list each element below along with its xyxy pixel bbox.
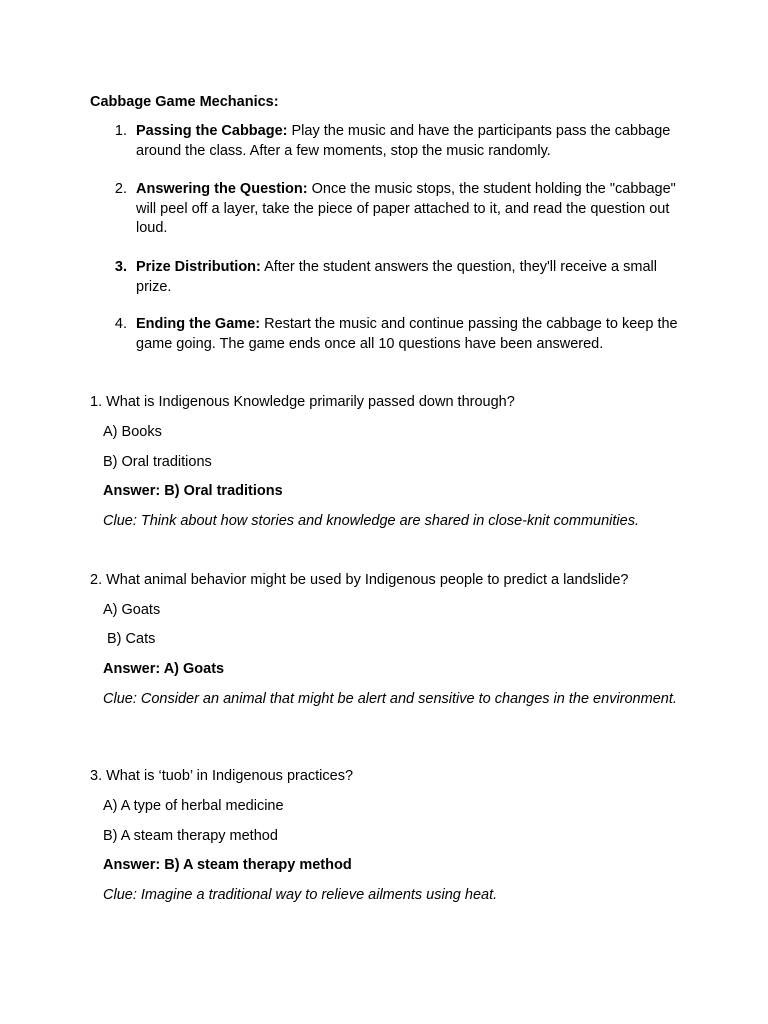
- mechanics-item-body: Once the music stops, the student holding the "cabbage" will peel off a layer, take the piece of paper attached to it, and read the question out loud.: [136, 181, 676, 236]
- option-b: B) A steam therapy method: [103, 828, 278, 844]
- list-number: 1.: [114, 123, 127, 139]
- clue-text: Clue: Consider an animal that might be alert and sensitive to changes in the environment.: [103, 691, 677, 707]
- mechanics-item-text: [136, 180, 682, 239]
- list-number: 4.: [114, 316, 127, 332]
- answer-text: Answer: A) Goats: [103, 661, 225, 677]
- option-a: A) Goats: [103, 602, 161, 618]
- mechanics-item: [90, 258, 682, 297]
- mechanics-item-body: After the student answers the question, they'll receive a small prize.: [136, 259, 657, 295]
- option-b: B) Cats: [107, 631, 156, 647]
- option-a: A) Books: [103, 424, 162, 440]
- list-number: 2.: [114, 181, 127, 197]
- question-text: 3. What is ‘tuob’ in Indigenous practices?: [90, 768, 354, 784]
- mechanics-item-text: [136, 258, 682, 297]
- mechanics-item: [90, 122, 682, 161]
- mechanics-item-body: Restart the music and continue passing the cabbage to keep the game going. The game ends once all 10 questions have been answered.: [136, 316, 678, 352]
- question-text: 1. What is Indigenous Knowledge primarily passed down through?: [90, 394, 515, 410]
- list-number: 3.: [114, 259, 127, 275]
- mechanics-item-body: Play the music and have the participants pass the cabbage around the class. After a few moments, stop the music randomly.: [136, 123, 671, 159]
- mechanics-item-title: Prize Distribution:: [136, 259, 261, 275]
- mechanics-item-title: Passing the Cabbage:: [136, 123, 288, 139]
- mechanics-item: [90, 315, 682, 354]
- option-a: A) A type of herbal medicine: [103, 798, 284, 814]
- clue-text: Clue: Imagine a traditional way to relieve ailments using heat.: [103, 887, 498, 903]
- mechanics-item-title: Answering the Question:: [136, 181, 308, 197]
- answer-text: Answer: B) A steam therapy method: [103, 857, 352, 873]
- mechanics-item-text: [136, 315, 682, 354]
- question-text: 2. What animal behavior might be used by Indigenous people to predict a landslide?: [90, 572, 629, 588]
- answer-text: Answer: B) Oral traditions: [103, 483, 283, 499]
- option-b: B) Oral traditions: [103, 454, 212, 470]
- mechanics-heading: Cabbage Game Mechanics:: [90, 94, 279, 110]
- mechanics-item-title: Ending the Game:: [136, 316, 261, 332]
- mechanics-item-text: [136, 122, 682, 161]
- clue-text: Clue: Think about how stories and knowledge are shared in close-knit communities.: [103, 513, 639, 529]
- mechanics-item: [90, 180, 682, 239]
